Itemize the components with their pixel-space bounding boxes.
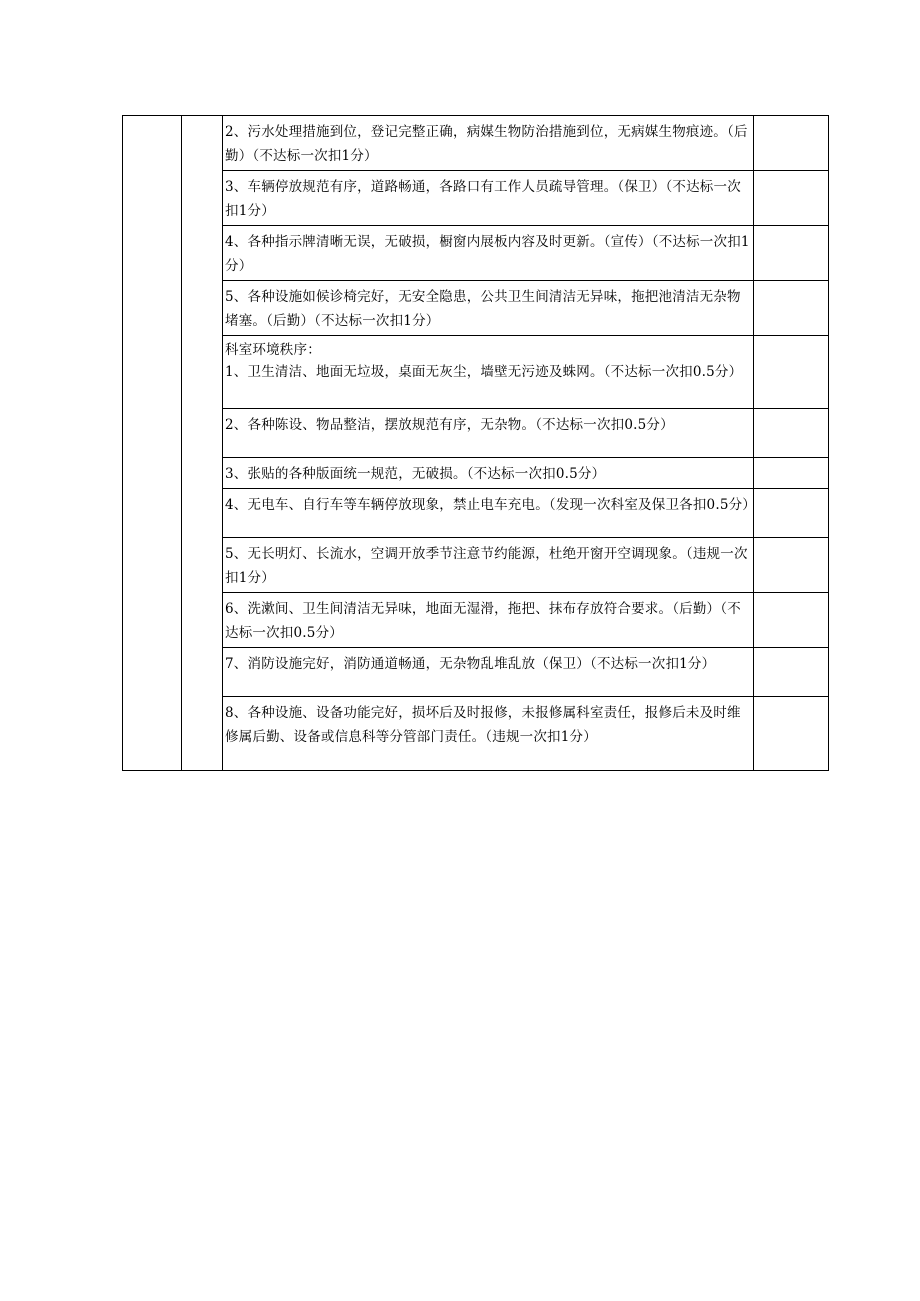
table-row [123,409,829,458]
criteria-cell [223,458,754,489]
table-row [123,538,829,593]
criteria-cell [223,593,754,648]
criteria-text: 5、各种设施如候诊椅完好，无安全隐患，公共卫生间清洁无异味，拖把池清洁无杂物堵塞。（后勤）（不达标一次扣1分） [225,289,741,329]
criteria-cell [223,226,754,281]
criteria-cell [223,281,754,336]
criteria-cell [223,538,754,593]
criteria-cell [223,409,754,458]
criteria-cell [223,697,754,771]
table-row [123,336,829,409]
table-row [123,489,829,538]
criteria-text: 3、张贴的各种版面统一规范，无破损。（不达标一次扣0.5分） [225,466,606,482]
deduction-cell [754,336,829,409]
criteria-cell [223,489,757,538]
criteria-text: 3、车辆停放规范有序，道路畅通，各路口有工作人员疏导管理。（保卫）（不达标一次扣1分） [225,179,741,219]
criteria-text: 科室环境秩序： 1、卫生清洁、地面无垃圾，桌面无灰尘，墙壁无污迹及蛛网。（不达标一次扣0.5分） [225,342,743,380]
table-row [123,593,829,648]
assessment-table [122,115,829,771]
deduction-cell [754,697,829,771]
criteria-text: 6、洗漱间、卫生间清洁无异味，地面无湿滑，拖把、抹布存放符合要求。（后勤）（不达标一次扣0.5分） [225,601,741,641]
deduction-cell [754,648,829,697]
score-cell [182,116,223,771]
criteria-text: 2、污水处理措施到位，登记完整正确，病媒生物防治措施到位，无病媒生物痕迹。（后勤）（不达标一次扣1分） [225,124,748,164]
criteria-cell [223,648,754,697]
deduction-cell [754,281,829,336]
deduction-cell [754,538,829,593]
deduction-cell [754,593,829,648]
deduction-cell [754,226,829,281]
criteria-text: 7、消防设施完好，消防通道畅通，无杂物乱堆乱放（保卫）（不达标一次扣1分） [225,656,716,672]
criteria-cell [223,116,754,171]
deduction-cell [754,171,829,226]
category-cell [123,116,182,771]
criteria-cell [223,336,754,409]
table-row [123,116,829,171]
deduction-cell [754,458,829,489]
criteria-cell [223,171,754,226]
deduction-cell [754,409,829,458]
criteria-text: 8、各种设施、设备功能完好，损坏后及时报修，未报修属科室责任，报修后未及时维修属后勤、设备或信息科等分管部门责任。（违规一次扣1分） [225,705,741,745]
deduction-cell [754,489,829,538]
criteria-text: 4、各种指示牌清晰无误，无破损，橱窗内展板内容及时更新。（宣传）（不达标一次扣1分） [225,234,750,274]
table-row [123,281,829,336]
criteria-text: 5、无长明灯、长流水，空调开放季节注意节约能源，杜绝开窗开空调现象。（违规一次扣1分） [225,546,748,586]
table-row [123,648,829,697]
table-row [123,458,829,489]
deduction-cell [754,116,829,171]
table-row [123,171,829,226]
table-row [123,697,829,771]
criteria-text: 2、各种陈设、物品整洁，摆放规范有序，无杂物。（不达标一次扣0.5分） [225,417,674,433]
table-row [123,226,829,281]
criteria-text: 4、无电车、自行车等车辆停放现象，禁止电车充电。（发现一次科室及保卫各扣0.5分） [225,497,757,513]
